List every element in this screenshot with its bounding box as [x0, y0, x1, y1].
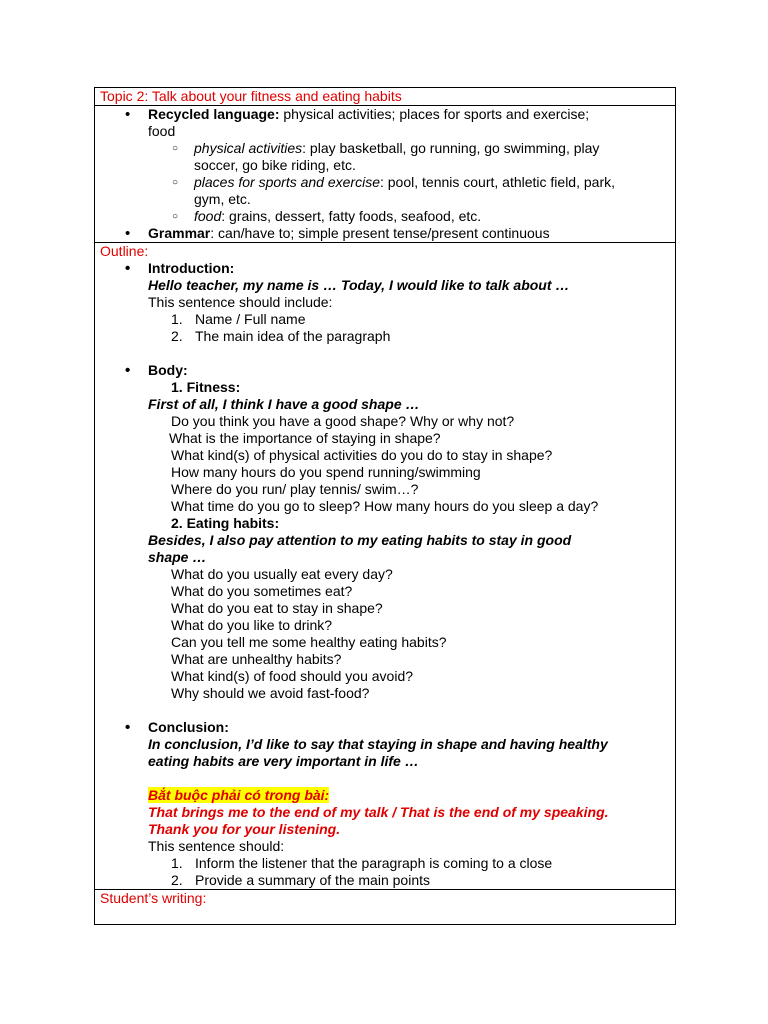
- language-section: [95, 105, 675, 242]
- sub-item-food: [100, 208, 671, 225]
- required-note: [100, 787, 671, 804]
- eating-model: Besides, I also pay attention to my eating habits to stay in good: [148, 532, 572, 548]
- grammar-label: Grammar: [148, 225, 211, 241]
- sub-item-term: physical activities: [194, 140, 303, 156]
- eating-question: What kind(s) of food should you avoid?: [171, 668, 414, 684]
- fitness-question: How many hours do you spend running/swimming: [171, 464, 481, 480]
- body-block: [100, 362, 671, 702]
- conclusion-model-2: eating habits are very important in life …: [148, 753, 419, 769]
- eating-question: What do you like to drink?: [171, 617, 333, 633]
- required-highlight: Bắt buộc phải có trong bài:: [148, 787, 330, 803]
- fitness-heading: 1. Fitness:: [171, 379, 241, 395]
- sub-item-places: [100, 174, 671, 208]
- fitness-question: What time do you go to sleep? How many hours do you sleep a day?: [171, 498, 599, 514]
- body-heading: • Body:: [100, 362, 671, 379]
- sub-item-text: : pool, tennis court, athletic field, park,: [379, 174, 615, 190]
- point-text: Name / Full name: [195, 311, 306, 327]
- student-writing-section[interactable]: [95, 889, 675, 924]
- sub-item-text: : grains, dessert, fatty foods, seafood, etc.: [221, 208, 482, 224]
- topic-title: Topic 2: Talk about your fitness and eating habits: [100, 88, 402, 104]
- eating-question: What do you sometimes eat?: [171, 583, 353, 599]
- conclusion-point: 1. Inform the listener that the paragraph is coming to a close: [171, 855, 553, 871]
- introduction-block: [100, 260, 671, 345]
- sub-item-text-2: gym, etc.: [194, 191, 251, 207]
- recycled-language-item: [100, 106, 671, 140]
- sub-item-text-2: soccer, go bike riding, etc.: [194, 157, 356, 173]
- eating-question: Can you tell me some healthy eating habits?: [171, 634, 447, 650]
- outline-label: Outline:: [100, 243, 149, 259]
- conclusion-should: This sentence should:: [148, 838, 285, 854]
- ending-sentence-2: Thank you for your listening.: [148, 821, 341, 837]
- sub-item-text: : play basketball, go running, go swimming, play: [302, 140, 600, 156]
- eating-heading: 2. Eating habits:: [171, 515, 280, 531]
- ending-sentence: That brings me to the end of my talk / That is the end of my speaking.: [148, 804, 609, 820]
- outline-section: [95, 242, 675, 889]
- student-writing-label: Student’s writing:: [100, 890, 207, 906]
- topic-table: [94, 87, 676, 925]
- eating-model-2: shape …: [148, 549, 207, 565]
- introduction-point: 2. The main idea of the paragraph: [171, 328, 391, 344]
- grammar-item: [100, 225, 671, 242]
- eating-question: What do you usually eat every day?: [171, 566, 393, 582]
- fitness-question: What is the importance of staying in shape?: [169, 430, 441, 446]
- grammar-text: : can/have to; simple present tense/present continuous: [210, 225, 550, 241]
- sub-item-physical: [100, 140, 671, 174]
- introduction-include: This sentence should include:: [148, 294, 333, 310]
- conclusion-point: 2. Provide a summary of the main points: [171, 872, 430, 888]
- conclusion-heading: • Conclusion:: [100, 719, 671, 736]
- eating-question: Why should we avoid fast-food?: [171, 685, 370, 701]
- fitness-model: First of all, I think I have a good shape …: [148, 396, 420, 412]
- recycled-label: Recycled language:: [148, 106, 280, 122]
- eating-question: What do you eat to stay in shape?: [171, 600, 383, 616]
- introduction-model: Hello teacher, my name is … Today, I would like to talk about …: [148, 277, 570, 293]
- eating-question: What are unhealthy habits?: [171, 651, 342, 667]
- fitness-question: What kind(s) of physical activities do you do to stay in shape?: [171, 447, 553, 463]
- point-text: Inform the listener that the paragraph is coming to a close: [195, 855, 553, 871]
- conclusion-model: In conclusion, I’d like to say that staying in shape and having healthy: [148, 736, 608, 752]
- recycled-text: physical activities; places for sports and exercise;: [279, 106, 590, 122]
- point-text: Provide a summary of the main points: [195, 872, 430, 888]
- conclusion-block: [100, 719, 671, 889]
- fitness-question: Do you think you have a good shape? Why or why not?: [171, 413, 515, 429]
- sub-item-term: places for sports and exercise: [194, 174, 380, 190]
- fitness-question: Where do you run/ play tennis/ swim…?: [171, 481, 419, 497]
- introduction-heading: • Introduction:: [100, 260, 671, 277]
- introduction-point: 1. Name / Full name: [171, 311, 306, 327]
- point-text: The main idea of the paragraph: [195, 328, 391, 344]
- sub-item-term: food: [194, 208, 222, 224]
- recycled-text-2: food: [148, 123, 176, 139]
